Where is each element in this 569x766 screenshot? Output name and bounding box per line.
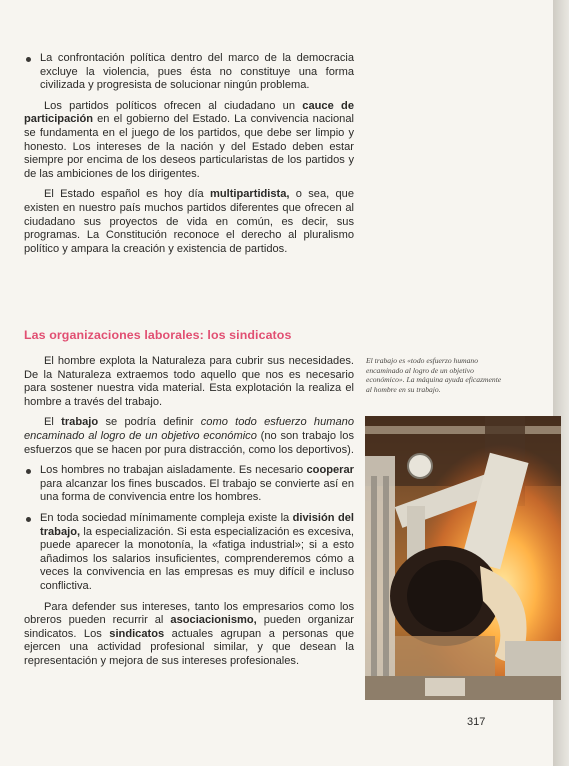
bold-term: asociacionismo, <box>170 614 257 627</box>
bold-term: multipartidista, <box>209 188 290 201</box>
body-text-column <box>24 355 354 675</box>
text-run: para alcanzar los fines buscados. El trabajo se convierte así en una forma de convivencia entre los hombres. <box>40 477 354 504</box>
top-text-column <box>24 52 354 263</box>
photo-caption: El trabajo es «todo esfuerzo humano encaminado al logro de un objetivo económico». La máquina ayuda eficazmente al hombre en su trabajo. <box>366 356 502 394</box>
text-run: En toda sociedad mínimamente compleja existe la <box>40 511 293 524</box>
text-run: se podría definir <box>98 416 201 429</box>
industrial-crane-photo <box>365 416 561 700</box>
bullet-democracia <box>24 52 354 93</box>
text-run: (no son trabajo los esfuerzos que se hacen por pura distracción, como los deportivos). <box>24 429 354 456</box>
bold-term: sindicatos <box>109 627 165 640</box>
bullet-dot <box>26 57 31 62</box>
section-heading: Las organizaciones laborales: los sindicatos <box>24 328 292 342</box>
text-run: Los hombres no trabajan aisladamente. Es necesario <box>40 464 307 477</box>
bullet-text: La confrontación política dentro del marco de la democracia excluye la violencia, pues ésta no constituye una forma civilizada y progresista de solucionar ningún problema. <box>40 52 354 92</box>
paragraph-estado <box>24 188 354 256</box>
text-run: El <box>44 416 62 429</box>
bullet-division <box>24 512 354 594</box>
text-run: actuales agrupan a personas que ejercen una actividad profesional similar, y que desean la representación y mejora de sus intereses profesionales. <box>24 627 354 667</box>
paragraph-partidos <box>24 100 354 182</box>
text-run: la especialización. Si esta especialización es excesiva, puede aparecer la monotonía, la «fatiga industrial»; si a esto añadimos los salarios insuficientes, comprenderemos cómo a veces la convivencia en las empresas es muy difícil e incluso conflictiva. <box>40 525 354 592</box>
bold-term: cooperar <box>306 464 354 477</box>
text-run: Para defender sus intereses, tanto los empresarios como los obreros pueden recurrir al <box>24 600 354 627</box>
text-run: Los partidos políticos ofrecen al ciudadano un <box>44 99 303 112</box>
paragraph-sindicatos <box>24 601 354 669</box>
text-run: El Estado español es hoy día <box>44 188 210 201</box>
bold-term: división del trabajo, <box>40 511 354 538</box>
bold-term: cauce de participación <box>24 99 354 126</box>
text-run: en el gobierno del Estado. La convivencia nacional se fundamenta en el juego de los partidos, que debe ser limpio y honesto. Los intereses de la nación y del Estado deben estar siempre por encima de los deseos particularistas de los partidos y de las ambiciones de los dirigentes. <box>24 113 354 180</box>
photo-illustration <box>365 416 561 700</box>
italic-definition: como todo esfuerzo humano encaminado al logro de un objetivo económico <box>24 416 355 442</box>
bold-term: trabajo <box>61 416 99 429</box>
bullet-dot <box>26 517 31 522</box>
paragraph-naturaleza: El hombre explota la Naturaleza para cubrir sus necesidades. De la Naturaleza extraemos todo aquello que nos es necesario para sostener nuestra vida material. Esta explotación la realiza el hombre a través del trabajo. <box>24 355 354 408</box>
bullet-cooperar <box>24 464 354 505</box>
bullet-dot <box>26 469 31 474</box>
paragraph-trabajo <box>24 416 354 457</box>
text-run: pueden organizar sindicatos. Los <box>24 614 355 640</box>
text-run: o sea, que existen en nuestro país muchos partidos diferentes que ofrecen al ciudadano sus proyectos de vida en común, es decir, sus programas. La Constitución reconoce el derecho al pluralismo político y ampara la creación y existencia de partidos. <box>24 188 354 255</box>
page-number: 317 <box>467 716 486 728</box>
